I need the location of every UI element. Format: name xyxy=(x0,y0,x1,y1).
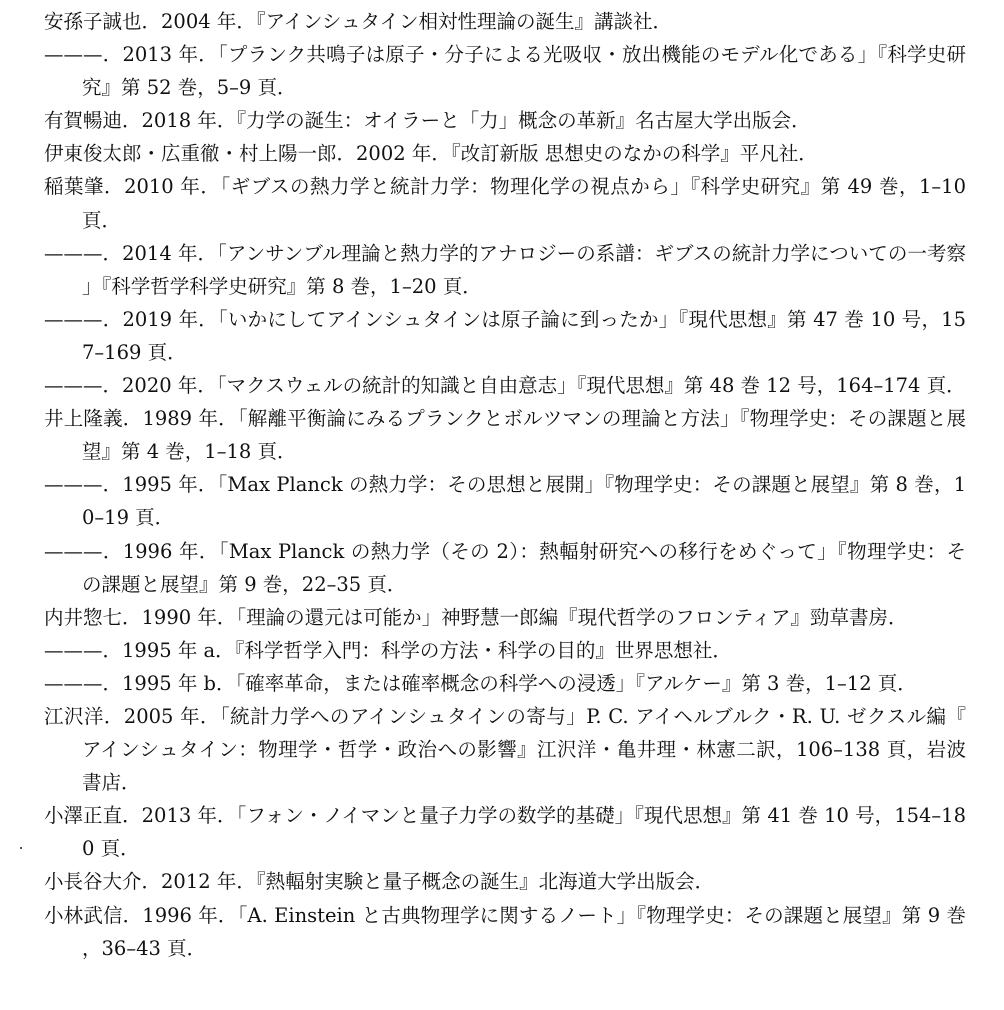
reference-entry: ———．1995 年．「Max Planck の熱力学：その思想と展開」『物理学史：その課題と展望』第 8 巻，10–19 頁． xyxy=(44,473,966,530)
reference-list xyxy=(44,0,966,965)
bibliography-page xyxy=(44,0,966,1010)
reference-entry: ———．2013 年．「プランク共鳴子は原子・分子による光吸収・放出機能のモデル化である」『科学史研究』第 52 巻，5–9 頁． xyxy=(44,43,966,100)
reference-entry: 小長谷大介．2012 年．『熱輻射実験と量子概念の誕生』北海道大学出版会． xyxy=(44,870,715,894)
reference-entry: 江沢洋．2005 年．「統計力学へのアインシュタインの寄与」P. C. アイヘルブルク・R. U. ゼクスル編『アインシュタイン：物理学・哲学・政治への影響』江沢洋・亀井理・林憲二訳，106–138 頁，岩波書店． xyxy=(44,704,966,795)
reference-entry: ———．1996 年．「Max Planck の熱力学（その 2）：熱輻射研究への移行をめぐって」『物理学史：その課題と展望』第 9 巻，22–35 頁． xyxy=(44,539,966,596)
reference-entry: ———．2014 年．「アンサンブル理論と熱力学的アナロジーの系譜：ギブスの統計力学についての一考察」『科学哲学科学史研究』第 8 巻，1–20 頁． xyxy=(44,241,966,298)
reference-entry: 小澤正直．2013 年．「フォン・ノイマンと量子力学の数学的基礎」『現代思想』第 41 巻 10 号，154–180 頁． xyxy=(44,804,966,861)
scan-speck xyxy=(20,847,22,849)
reference-entry: 稲葉肇．2010 年．「ギブスの熱力学と統計力学：物理化学の視点から」『科学史研究』第 49 巻，1–10 頁． xyxy=(44,175,966,232)
reference-entry: 井上隆義．1989 年．「解離平衡論にみるプランクとボルツマンの理論と方法」『物理学史：その課題と展望』第 4 巻，1–18 頁． xyxy=(44,407,966,464)
reference-entry: 伊東俊太郎・広重徹・村上陽一郎．2002 年．『改訂新版 思想史のなかの科学』平凡社． xyxy=(44,142,818,166)
reference-entry: ———．1995 年 b．「確率革命，または確率概念の科学への浸透」『アルケー』第 3 巻，1–12 頁． xyxy=(44,671,917,695)
reference-entry: 内井惣七．1990 年．「理論の還元は可能か」神野慧一郎編『現代哲学のフロンティア』勁草書房． xyxy=(44,605,908,629)
reference-entry: 小林武信．1996 年．「A. Einstein と古典物理学に関するノート」『物理学史：その課題と展望』第 9 巻，36–43 頁． xyxy=(44,903,966,960)
reference-entry: ———．2019 年．「いかにしてアインシュタインは原子論に到ったか」『現代思想』第 47 巻 10 号，157–169 頁． xyxy=(44,307,966,364)
reference-entry: 安孫子誠也．2004 年．『アインシュタイン相対性理論の誕生』講談社． xyxy=(44,10,673,33)
reference-entry: 有賀暢迪．2018 年．『力学の誕生：オイラーと「力」概念の革新』名古屋大学出版会． xyxy=(44,109,811,133)
reference-entry: ———．2020 年．「マクスウェルの統計的知識と自由意志」『現代思想』第 48 巻 12 号，164–174 頁． xyxy=(44,374,966,398)
reference-entry: ———．1995 年 a．『科学哲学入門：科学の方法・科学の目的』世界思想社． xyxy=(44,638,732,662)
